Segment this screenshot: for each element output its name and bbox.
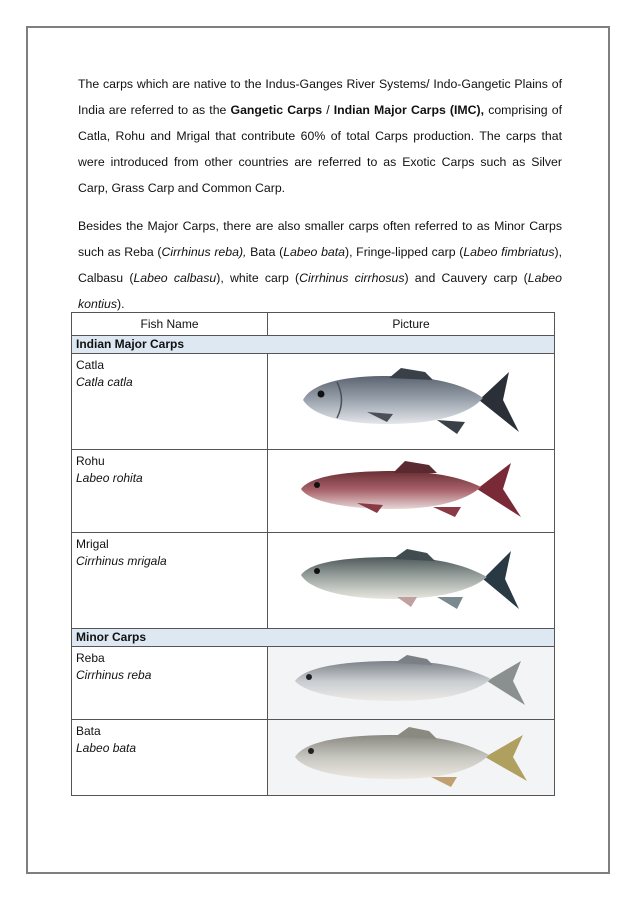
minor-carps-paragraph — [78, 213, 562, 317]
fish-picture-cell — [268, 533, 555, 629]
header-fish-name: Fish Name — [72, 313, 268, 336]
fish-name-cell — [72, 720, 268, 796]
fish-name-cell — [72, 354, 268, 450]
scientific-name: Labeo rohita — [76, 471, 143, 485]
minor-text: Bata ( — [246, 245, 284, 259]
mrigal-fish-image — [297, 545, 525, 617]
table-row — [72, 720, 555, 796]
minor-text: ), Calbasu ( — [78, 245, 562, 285]
section-label-minor: Minor Carps — [72, 629, 555, 647]
scientific-name: Cirrhinus mrigala — [76, 554, 167, 568]
table-row — [72, 647, 555, 720]
minor-text: ) and Cauvery carp ( — [404, 271, 528, 285]
bata-fish-image — [291, 723, 531, 793]
table-header-row — [72, 313, 555, 336]
fish-name-cell — [72, 647, 268, 720]
minor-text: ), white carp ( — [216, 271, 300, 285]
header-picture: Picture — [268, 313, 555, 336]
intro-separator: / — [322, 103, 334, 117]
scientific-name: Labeo calbasu — [133, 271, 217, 285]
table-row — [72, 450, 555, 533]
common-name: Catla — [76, 358, 105, 372]
minor-text: Besides the Major Carps, there are also smaller carps often referred to as Minor Carps such as Reba ( — [78, 219, 562, 259]
scientific-name: Labeo bata — [76, 741, 137, 755]
table-row — [72, 354, 555, 450]
scientific-name: Catla catla — [76, 375, 133, 389]
intro-text-2: comprising of Catla, Rohu and Mrigal that contribute 60% of total Carps production. The carps that were introduced from other countries are referred to as Exotic Carps such as Silver Carp, Grass Carp and Common Carp. — [78, 103, 563, 195]
scientific-name: Labeo bata — [283, 245, 345, 259]
catla-fish-image — [297, 366, 525, 438]
scientific-name: Cirrhinus reba — [76, 668, 152, 682]
intro-text-1: The carps which are native to the Indus-Ganges River Systems/ Indo-Gangetic Plains of India are referred to as the — [78, 77, 562, 117]
fish-picture-cell — [268, 450, 555, 533]
common-name: Rohu — [76, 454, 105, 468]
fish-picture-cell — [268, 354, 555, 450]
fish-picture-cell — [268, 647, 555, 720]
scientific-name: Labeo kontius — [78, 271, 562, 311]
minor-text: ), Fringe-lipped carp ( — [345, 245, 464, 259]
section-label-major: Indian Major Carps — [72, 336, 555, 354]
scientific-name: Cirrhinus cirrhosus — [299, 271, 405, 285]
fish-name-cell — [72, 450, 268, 533]
common-name: Mrigal — [76, 537, 109, 551]
fish-picture-cell — [268, 720, 555, 796]
fish-name-cell — [72, 533, 268, 629]
rohu-fish-image — [297, 457, 525, 525]
section-row-minor — [72, 629, 555, 647]
common-name: Reba — [76, 651, 105, 665]
minor-text: ). — [116, 297, 125, 311]
scientific-name: Labeo fimbriatus — [463, 245, 555, 259]
imc-term: Indian Major Carps (IMC), — [333, 103, 485, 117]
scientific-name: Cirrhinus reba), — [161, 245, 247, 259]
section-row-major — [72, 336, 555, 354]
fish-table — [71, 312, 555, 796]
common-name: Bata — [76, 724, 101, 738]
intro-paragraph — [78, 71, 562, 201]
gangetic-carps-term: Gangetic Carps — [230, 103, 323, 117]
reba-fish-image — [291, 651, 531, 715]
table-row — [72, 533, 555, 629]
